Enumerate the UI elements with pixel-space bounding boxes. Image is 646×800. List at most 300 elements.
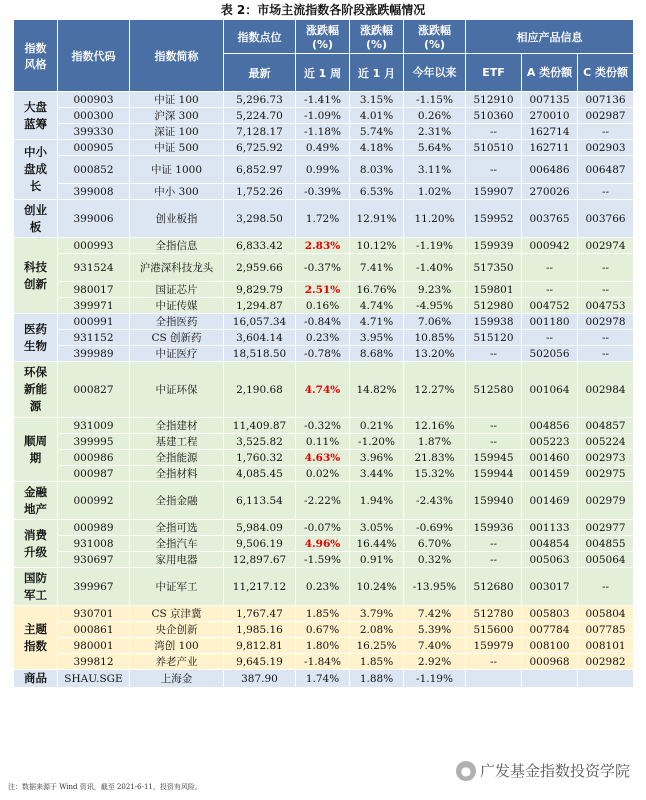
change-1m: 6.53% <box>350 184 404 200</box>
change-1w: 4.74% <box>296 362 350 418</box>
table-row <box>14 184 634 200</box>
index-name: 创业板指 <box>130 200 224 238</box>
a-share-code: 008100 <box>522 638 578 654</box>
change-1m: 10.24% <box>350 568 404 606</box>
index-name: 中证军工 <box>130 568 224 606</box>
header-ytd: 今年以来 <box>404 54 466 92</box>
index-name: 国证芯片 <box>130 282 224 298</box>
change-1m: 3.79% <box>350 606 404 622</box>
index-name: 养老产业 <box>130 654 224 670</box>
table-row <box>14 482 634 520</box>
c-share-code: 005064 <box>578 552 634 568</box>
a-share-code: 000942 <box>522 238 578 254</box>
etf-code: -- <box>466 124 522 140</box>
a-share-code: 004856 <box>522 418 578 434</box>
index-point: 1,752.26 <box>224 184 296 200</box>
index-point: 5,224.70 <box>224 108 296 124</box>
index-code: 930701 <box>58 606 130 622</box>
a-share-code: 007135 <box>522 92 578 108</box>
change-ytd: -2.43% <box>404 482 466 520</box>
index-code: 931524 <box>58 254 130 282</box>
table-row <box>14 346 634 362</box>
change-ytd: 7.40% <box>404 638 466 654</box>
change-1m: 3.05% <box>350 520 404 536</box>
a-share-code: 001133 <box>522 520 578 536</box>
index-name: 全指医药 <box>130 314 224 330</box>
etf-code: 159907 <box>466 184 522 200</box>
index-name: 全指金融 <box>130 482 224 520</box>
header-name: 指数简称 <box>130 20 224 92</box>
change-1w: 1.72% <box>296 200 350 238</box>
c-share-code: 007785 <box>578 622 634 638</box>
etf-code: 159945 <box>466 450 522 466</box>
c-share-code: -- <box>578 568 634 606</box>
change-1m: 7.41% <box>350 254 404 282</box>
change-1m: 4.18% <box>350 140 404 156</box>
group-label: 消费 升级 <box>14 520 58 568</box>
c-share-code: 005804 <box>578 606 634 622</box>
change-ytd: -13.95% <box>404 568 466 606</box>
etf-code <box>466 670 522 688</box>
change-ytd: 10.85% <box>404 330 466 346</box>
index-point: 11,217.12 <box>224 568 296 606</box>
c-share-code: 002984 <box>578 362 634 418</box>
table-row <box>14 466 634 482</box>
index-point: 9,829.79 <box>224 282 296 298</box>
c-share-code: -- <box>578 254 634 282</box>
c-share-code: 004857 <box>578 418 634 434</box>
change-ytd: 5.64% <box>404 140 466 156</box>
change-1m: -1.20% <box>350 434 404 450</box>
change-1w: -1.09% <box>296 108 350 124</box>
c-share-code: 002973 <box>578 450 634 466</box>
index-code: 000989 <box>58 520 130 536</box>
table-row <box>14 238 634 254</box>
index-name: 沪港深科技龙头 <box>130 254 224 282</box>
index-code: 000993 <box>58 238 130 254</box>
index-name: 中证医疗 <box>130 346 224 362</box>
change-1m: 12.91% <box>350 200 404 238</box>
table-row <box>14 622 634 638</box>
table-row <box>14 520 634 536</box>
c-share-code: 002982 <box>578 654 634 670</box>
index-code: 000992 <box>58 482 130 520</box>
index-point: 1,294.87 <box>224 298 296 314</box>
change-ytd: 21.83% <box>404 450 466 466</box>
group-label: 中小 盘成 长 <box>14 140 58 200</box>
etf-code: 510360 <box>466 108 522 124</box>
change-1m: 4.01% <box>350 108 404 124</box>
a-share-code: 001459 <box>522 466 578 482</box>
change-1m: 0.91% <box>350 552 404 568</box>
group-label: 大盘 蓝筹 <box>14 92 58 140</box>
change-1m: 14.82% <box>350 362 404 418</box>
c-share-code: 006487 <box>578 156 634 184</box>
etf-code: 512780 <box>466 606 522 622</box>
change-1w: 4.63% <box>296 450 350 466</box>
index-code: 931152 <box>58 330 130 346</box>
group-label: 科技 创新 <box>14 238 58 314</box>
change-1m: 4.74% <box>350 298 404 314</box>
c-share-code: 004855 <box>578 536 634 552</box>
index-name: 央企创新 <box>130 622 224 638</box>
change-1m: 16.25% <box>350 638 404 654</box>
change-1m: 1.85% <box>350 654 404 670</box>
c-share-code: 008101 <box>578 638 634 654</box>
c-share-code: 007136 <box>578 92 634 108</box>
index-point: 5,296.73 <box>224 92 296 108</box>
change-ytd: 6.70% <box>404 536 466 552</box>
etf-code: 512580 <box>466 362 522 418</box>
change-ytd: 2.92% <box>404 654 466 670</box>
etf-code: 159952 <box>466 200 522 238</box>
index-point: 2,959.66 <box>224 254 296 282</box>
index-point: 9,812.81 <box>224 638 296 654</box>
a-share-code: -- <box>522 330 578 346</box>
change-1w: -0.39% <box>296 184 350 200</box>
a-share-code: 000968 <box>522 654 578 670</box>
table-row <box>14 298 634 314</box>
a-share-code: 004752 <box>522 298 578 314</box>
change-1w: -1.18% <box>296 124 350 140</box>
table-row <box>14 330 634 346</box>
change-1m: 0.21% <box>350 418 404 434</box>
c-share-code: 002979 <box>578 482 634 520</box>
index-name: 全指信息 <box>130 238 224 254</box>
header-etf: ETF <box>466 54 522 92</box>
index-code: SHAU.SGE <box>58 670 130 688</box>
etf-code: -- <box>466 654 522 670</box>
change-ytd: 7.06% <box>404 314 466 330</box>
index-point: 12,897.67 <box>224 552 296 568</box>
index-code: 000300 <box>58 108 130 124</box>
index-name: 全指可选 <box>130 520 224 536</box>
a-share-code: 007784 <box>522 622 578 638</box>
a-share-code: 162714 <box>522 124 578 140</box>
table-row <box>14 140 634 156</box>
index-code: 399008 <box>58 184 130 200</box>
c-share-code: 003766 <box>578 200 634 238</box>
change-ytd: 11.20% <box>404 200 466 238</box>
index-code: 000852 <box>58 156 130 184</box>
index-point: 7,128.17 <box>224 124 296 140</box>
index-code: 000986 <box>58 450 130 466</box>
group-label: 国防 军工 <box>14 568 58 606</box>
change-ytd: 1.02% <box>404 184 466 200</box>
c-share-code: 002978 <box>578 314 634 330</box>
index-name: CS 创新药 <box>130 330 224 346</box>
change-1w: 1.74% <box>296 670 350 688</box>
etf-code: 159979 <box>466 638 522 654</box>
change-1w: 0.23% <box>296 568 350 606</box>
change-1w: -0.07% <box>296 520 350 536</box>
etf-code: 159939 <box>466 238 522 254</box>
change-1w: 2.83% <box>296 238 350 254</box>
index-point: 387.90 <box>224 670 296 688</box>
header-style: 指数 风格 <box>14 20 58 92</box>
index-code: 000903 <box>58 92 130 108</box>
change-1w: -0.84% <box>296 314 350 330</box>
c-share-code: 005224 <box>578 434 634 450</box>
index-name: 上海金 <box>130 670 224 688</box>
change-1w: -1.41% <box>296 92 350 108</box>
table-row <box>14 606 634 622</box>
a-share-code: 005063 <box>522 552 578 568</box>
change-ytd: 7.42% <box>404 606 466 622</box>
index-name: 中证传媒 <box>130 298 224 314</box>
index-name: 中证 500 <box>130 140 224 156</box>
etf-code: -- <box>466 536 522 552</box>
group-label: 医药 生物 <box>14 314 58 362</box>
header-chg-m1: 涨跌幅 (%) <box>350 20 404 54</box>
index-name: 全指汽车 <box>130 536 224 552</box>
index-name: 中证 1000 <box>130 156 224 184</box>
index-code: 399006 <box>58 200 130 238</box>
a-share-code: 001180 <box>522 314 578 330</box>
change-1w: -1.59% <box>296 552 350 568</box>
table-row <box>14 552 634 568</box>
table-row <box>14 418 634 434</box>
change-1w: 0.23% <box>296 330 350 346</box>
index-point: 3,298.50 <box>224 200 296 238</box>
c-share-code <box>578 670 634 688</box>
index-point: 6,833.42 <box>224 238 296 254</box>
change-ytd: 13.20% <box>404 346 466 362</box>
change-1w: -2.22% <box>296 482 350 520</box>
change-1m: 10.12% <box>350 238 404 254</box>
c-share-code: -- <box>578 184 634 200</box>
index-code: 399330 <box>58 124 130 140</box>
index-code: 980001 <box>58 638 130 654</box>
a-share-code: 006486 <box>522 156 578 184</box>
change-ytd: 15.32% <box>404 466 466 482</box>
table-row <box>14 654 634 670</box>
index-code: 399989 <box>58 346 130 362</box>
header-latest: 最新 <box>224 54 296 92</box>
table-row <box>14 282 634 298</box>
change-1w: 0.11% <box>296 434 350 450</box>
change-1m: 8.03% <box>350 156 404 184</box>
watermark-text: 广发基金指数投资学院 <box>479 762 630 780</box>
change-1w: 0.99% <box>296 156 350 184</box>
etf-code: 512980 <box>466 298 522 314</box>
index-name: 沪深 300 <box>130 108 224 124</box>
etf-code: 512910 <box>466 92 522 108</box>
index-name: 中证 100 <box>130 92 224 108</box>
index-name: 湾创 100 <box>130 638 224 654</box>
index-name: 全指建材 <box>130 418 224 434</box>
index-code: 000987 <box>58 466 130 482</box>
index-name: 全指材料 <box>130 466 224 482</box>
c-share-code: -- <box>578 346 634 362</box>
etf-code: -- <box>466 434 522 450</box>
a-share-code: 004854 <box>522 536 578 552</box>
a-share-code: 001469 <box>522 482 578 520</box>
change-ytd: 3.11% <box>404 156 466 184</box>
change-ytd: 1.87% <box>404 434 466 450</box>
index-point: 18,518.50 <box>224 346 296 362</box>
c-share-code: -- <box>578 124 634 140</box>
etf-code: 159940 <box>466 482 522 520</box>
table-row <box>14 314 634 330</box>
change-1w: -1.84% <box>296 654 350 670</box>
table-row <box>14 254 634 282</box>
index-code: 931009 <box>58 418 130 434</box>
index-name: 家用电器 <box>130 552 224 568</box>
a-share-code: 003017 <box>522 568 578 606</box>
change-ytd: 2.31% <box>404 124 466 140</box>
a-share-code: -- <box>522 254 578 282</box>
change-1w: -0.37% <box>296 254 350 282</box>
index-point: 3,604.14 <box>224 330 296 346</box>
index-name: 中小 300 <box>130 184 224 200</box>
index-code: 930697 <box>58 552 130 568</box>
index-point: 6,725.92 <box>224 140 296 156</box>
change-ytd: -0.69% <box>404 520 466 536</box>
change-1m: 16.44% <box>350 536 404 552</box>
etf-code: -- <box>466 346 522 362</box>
table-row <box>14 108 634 124</box>
header-m1: 近 1 月 <box>350 54 404 92</box>
change-ytd: 0.32% <box>404 552 466 568</box>
index-code: 399971 <box>58 298 130 314</box>
header-c-share: C 类份额 <box>578 54 634 92</box>
table-row <box>14 156 634 184</box>
change-1w: 0.49% <box>296 140 350 156</box>
index-code: 399812 <box>58 654 130 670</box>
change-ytd: -1.15% <box>404 92 466 108</box>
etf-code: -- <box>466 156 522 184</box>
change-1w: 1.80% <box>296 638 350 654</box>
a-share-code: 270010 <box>522 108 578 124</box>
index-code: 000991 <box>58 314 130 330</box>
index-point: 3,525.82 <box>224 434 296 450</box>
a-share-code: 001460 <box>522 450 578 466</box>
change-1m: 4.71% <box>350 314 404 330</box>
change-1m: 3.96% <box>350 450 404 466</box>
etf-code: 159938 <box>466 314 522 330</box>
table-row <box>14 670 634 688</box>
group-label: 创业 板 <box>14 200 58 238</box>
change-ytd: 9.23% <box>404 282 466 298</box>
watermark <box>456 760 630 781</box>
a-share-code: 005803 <box>522 606 578 622</box>
header-a-share: A 类份额 <box>522 54 578 92</box>
table-row <box>14 536 634 552</box>
index-code: 980017 <box>58 282 130 298</box>
c-share-code: 002987 <box>578 108 634 124</box>
header-w1: 近 1 周 <box>296 54 350 92</box>
table-row <box>14 434 634 450</box>
change-1w: 1.85% <box>296 606 350 622</box>
a-share-code: 162711 <box>522 140 578 156</box>
index-name: 基建工程 <box>130 434 224 450</box>
index-point: 1,985.16 <box>224 622 296 638</box>
change-1m: 3.15% <box>350 92 404 108</box>
a-share-code: 270026 <box>522 184 578 200</box>
etf-code: 159801 <box>466 282 522 298</box>
wechat-icon: ● <box>456 761 476 781</box>
change-1m: 3.44% <box>350 466 404 482</box>
index-name: 深证 100 <box>130 124 224 140</box>
change-ytd: 12.27% <box>404 362 466 418</box>
group-label: 环保 新能 源 <box>14 362 58 418</box>
table-row <box>14 124 634 140</box>
change-ytd: 0.26% <box>404 108 466 124</box>
table-body <box>14 92 634 688</box>
change-ytd: -1.19% <box>404 670 466 688</box>
index-code: 931008 <box>58 536 130 552</box>
change-1m: 2.08% <box>350 622 404 638</box>
a-share-code: 003765 <box>522 200 578 238</box>
etf-code: 515600 <box>466 622 522 638</box>
c-share-code: 002903 <box>578 140 634 156</box>
change-ytd: -4.95% <box>404 298 466 314</box>
a-share-code: 005223 <box>522 434 578 450</box>
group-label: 主题 指数 <box>14 606 58 670</box>
table-row <box>14 568 634 606</box>
c-share-code: 002975 <box>578 466 634 482</box>
change-1m: 16.76% <box>350 282 404 298</box>
index-point: 5,984.09 <box>224 520 296 536</box>
index-point: 4,085.45 <box>224 466 296 482</box>
index-code: 000827 <box>58 362 130 418</box>
c-share-code: 002974 <box>578 238 634 254</box>
change-1w: 2.51% <box>296 282 350 298</box>
change-ytd: 12.16% <box>404 418 466 434</box>
table-row <box>14 362 634 418</box>
index-performance-table <box>13 19 634 688</box>
c-share-code: -- <box>578 330 634 346</box>
table-row <box>14 92 634 108</box>
change-1m: 5.74% <box>350 124 404 140</box>
a-share-code: 001064 <box>522 362 578 418</box>
index-point: 11,409.87 <box>224 418 296 434</box>
index-point: 2,190.68 <box>224 362 296 418</box>
index-point: 1,760.32 <box>224 450 296 466</box>
footnote: 注：数据来源于 Wind 资讯，截至 2021-6-11，投资有风险。 <box>8 783 202 791</box>
a-share-code: -- <box>522 282 578 298</box>
index-name: 全指能源 <box>130 450 224 466</box>
c-share-code: 004753 <box>578 298 634 314</box>
etf-code: 159944 <box>466 466 522 482</box>
table-row <box>14 200 634 238</box>
index-name: CS 京津冀 <box>130 606 224 622</box>
etf-code: -- <box>466 552 522 568</box>
header-chg-ytd: 涨跌幅 (%) <box>404 20 466 54</box>
index-name: 中证环保 <box>130 362 224 418</box>
change-1m: 8.68% <box>350 346 404 362</box>
change-1w: 4.96% <box>296 536 350 552</box>
table-row <box>14 638 634 654</box>
index-code: 399967 <box>58 568 130 606</box>
group-label: 顺周 期 <box>14 418 58 482</box>
a-share-code: 502056 <box>522 346 578 362</box>
etf-code: 510510 <box>466 140 522 156</box>
c-share-code: -- <box>578 282 634 298</box>
index-point: 6,852.97 <box>224 156 296 184</box>
index-point: 9,506.19 <box>224 536 296 552</box>
index-code: 000905 <box>58 140 130 156</box>
change-1w: -0.78% <box>296 346 350 362</box>
header-point: 指数点位 <box>224 20 296 54</box>
a-share-code <box>522 670 578 688</box>
change-1m: 1.94% <box>350 482 404 520</box>
header-products: 相应产品信息 <box>466 20 634 54</box>
change-1w: 0.02% <box>296 466 350 482</box>
etf-code: -- <box>466 418 522 434</box>
index-point: 6,113.54 <box>224 482 296 520</box>
